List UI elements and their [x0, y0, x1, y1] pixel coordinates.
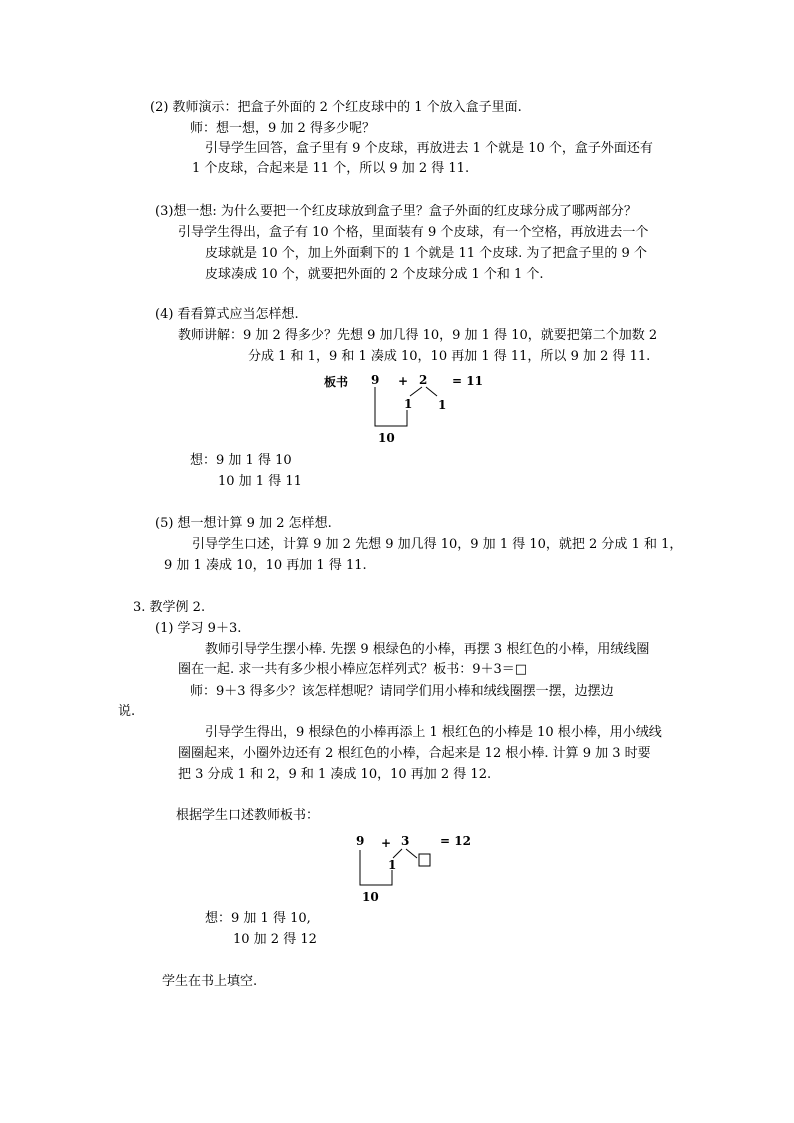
addend-b: 3	[401, 834, 410, 848]
section-4-heading: (4) 看看算式应当怎样想.	[155, 307, 299, 322]
addend-a: 9	[371, 373, 380, 387]
closing-line: 学生在书上填空.	[162, 974, 258, 989]
paragraph-line: 引导学生回答，盒子里有 9 个皮球，再放进去 1 个就是 10 个，盒子外面还有	[205, 141, 653, 156]
plus-sign: +	[398, 374, 409, 388]
paragraph-line: 1 个皮球，合起来是 11 个，所以 9 加 2 得 11.	[192, 161, 470, 176]
paragraph-line: 皮球凑成 10 个，就要把外面的 2 个皮球分成 1 个和 1 个.	[205, 267, 544, 282]
split-line-right	[426, 387, 437, 396]
make-ten-sum: 10	[362, 890, 379, 904]
example-2-heading: 3. 教学例 2.	[133, 600, 206, 615]
result: = 11	[452, 374, 483, 388]
paragraph-line: 引导学生得出，盒子有 10 个格，里面装有 9 个皮球，有一个空格，再放进去一个	[178, 225, 649, 240]
split-line-right	[406, 849, 417, 858]
split-part-1: 1	[388, 858, 397, 872]
paragraph-line: 圈在一起. 求一共有多少根小棒应怎样列式？板书：9＋3＝□	[178, 662, 528, 677]
paragraph-line: 说.	[118, 704, 136, 719]
teacher-question: 师：想一想，9 加 2 得多少呢？	[190, 121, 375, 136]
make-ten-sum: 10	[378, 431, 395, 445]
paragraph-line: 把 3 分成 1 和 2，9 和 1 凑成 10，10 再加 2 得 12.	[178, 767, 492, 782]
paragraph-line: 教师讲解：9 加 2 得多少？先想 9 加几得 10，9 加 1 得 10，就要把第二个加数 2	[178, 328, 658, 343]
paragraph-line: 皮球就是 10 个，加上外面剩下的 1 个就是 11 个皮球. 为了把盒子里的 9 个	[205, 246, 647, 261]
split-line-left	[410, 387, 422, 396]
bracket	[375, 387, 407, 426]
paragraph-line: 教师引导学生摆小棒. 先摆 9 根绿色的小棒，再摆 3 根红色的小棒，用绒线圈	[205, 642, 650, 657]
split-part-2: 1	[438, 398, 447, 412]
plus-sign: +	[381, 836, 392, 850]
subsection-heading: (1) 学习 9＋3.	[155, 621, 242, 636]
think-line: 10 加 2 得 12	[233, 932, 317, 947]
section-5-heading: (5) 想一想计算 9 加 2 怎样想.	[155, 516, 332, 531]
section-2-heading: (2) 教师演示：把盒子外面的 2 个红皮球中的 1 个放入盒子里面.	[150, 100, 522, 115]
result: = 12	[440, 834, 471, 848]
section-3-heading: (3)想一想: 为什么要把一个红皮球放到盒子里？盒子外面的红皮球分成了哪两部分？	[155, 204, 637, 219]
paragraph-line: 分成 1 和 1，9 和 1 凑成 10，10 再加 1 得 11，所以 9 加 2 得 11.	[248, 349, 651, 364]
board-label: 板书	[324, 375, 349, 389]
think-line: 10 加 1 得 11	[218, 474, 302, 489]
addend-a: 9	[356, 834, 365, 848]
paragraph-line: 9 加 1 凑成 10，10 再加 1 得 11.	[164, 558, 367, 573]
paragraph-line: 师：9＋3 得多少？该怎样想呢？请同学们用小棒和绒线圈摆一摆，边摆边	[190, 684, 614, 699]
think-line: 想：9 加 1 得 10,	[205, 911, 311, 926]
empty-answer-box	[419, 854, 430, 866]
split-part-1: 1	[404, 397, 413, 411]
think-line: 想：9 加 1 得 10	[190, 453, 292, 468]
paragraph-line: 根据学生口述教师板书：	[176, 808, 320, 823]
addend-b: 2	[419, 373, 428, 387]
paragraph-line: 圈圈起来，小圈外边还有 2 根红色的小棒，合起来是 12 根小棒. 计算 9 加 3 时要	[178, 746, 651, 761]
paragraph-line: 引导学生得出，9 根绿色的小棒再添上 1 根红色的小棒是 10 根小棒，用小绒线	[205, 725, 662, 740]
paragraph-line: 引导学生口述，计算 9 加 2 先想 9 加几得 10，9 加 1 得 10，就把 2 分成 1 和 1，	[192, 537, 683, 552]
